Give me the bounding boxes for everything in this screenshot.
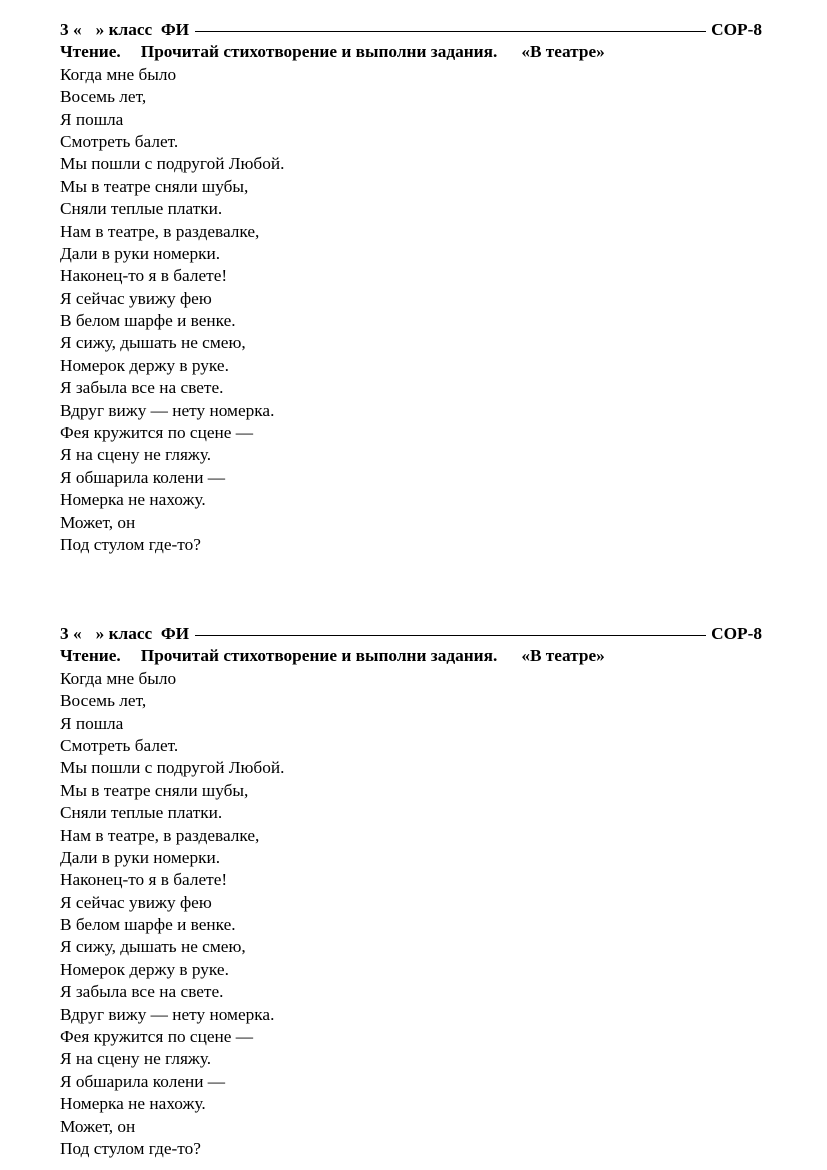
- poem-line: Мы в театре сняли шубы,: [60, 176, 249, 196]
- worksheet-2: [60, 623, 762, 1160]
- poem-line: Когда мне было: [60, 668, 177, 688]
- poem-line: В белом шарфе и венке.: [60, 915, 236, 935]
- poem-line: Номерок держу в руке.: [60, 959, 229, 979]
- poem-line: Когда мне было: [60, 64, 177, 84]
- worksheet-1: [60, 19, 762, 556]
- poem-line: Под стулом где-то?: [60, 534, 201, 554]
- poem-line: Я сейчас увижу фею: [60, 892, 212, 912]
- assessment-code: СОР-8: [711, 624, 762, 643]
- poem-line: Я на сцену не гляжу.: [60, 1049, 212, 1069]
- grade-label: 3 «: [60, 624, 82, 643]
- worksheet-header: [60, 19, 762, 41]
- poem-line: Я на сцену не гляжу.: [60, 445, 212, 465]
- poem-line: Наконец-то я в балете!: [60, 266, 228, 286]
- subject-label: Чтение.: [60, 646, 121, 666]
- poem-line: Восемь лет,: [60, 87, 147, 107]
- poem-text: [60, 668, 762, 1161]
- task-line: [60, 645, 762, 667]
- assessment-code: СОР-8: [711, 20, 762, 39]
- poem-line: Под стулом где-то?: [60, 1138, 201, 1158]
- task-line: [60, 41, 762, 63]
- name-blank-line[interactable]: [195, 635, 706, 636]
- poem-line: Фея кружится по сцене —: [60, 423, 254, 443]
- poem-line: Нам в театре, в раздевалке,: [60, 825, 260, 845]
- poem-line: Я забыла все на свете.: [60, 982, 224, 1002]
- poem-line: Смотреть балет.: [60, 131, 179, 151]
- poem-line: Мы в театре сняли шубы,: [60, 780, 249, 800]
- poem-line: Я сижу, дышать не смею,: [60, 333, 246, 353]
- poem-line: Номерок держу в руке.: [60, 355, 229, 375]
- poem-line: Я сижу, дышать не смею,: [60, 937, 246, 957]
- poem-line: Нам в театре, в раздевалке,: [60, 221, 260, 241]
- subject-label: Чтение.: [60, 42, 121, 62]
- poem-line: Может, он: [60, 1116, 136, 1136]
- poem-line: Может, он: [60, 512, 136, 532]
- poem-title: «В театре»: [521, 42, 605, 62]
- poem-line: Номерка не нахожу.: [60, 490, 206, 510]
- poem-line: В белом шарфе и венке.: [60, 311, 236, 331]
- poem-line: Фея кружится по сцене —: [60, 1027, 254, 1047]
- worksheet-header: [60, 623, 762, 645]
- poem-line: Вдруг вижу — нету номерка.: [60, 400, 275, 420]
- poem-text: [60, 64, 762, 557]
- poem-line: Сняли теплые платки.: [60, 199, 223, 219]
- poem-line: Сняли теплые платки.: [60, 803, 223, 823]
- class-name-label: » класс ФИ: [95, 624, 190, 643]
- poem-line: Я обшарила колени —: [60, 467, 226, 487]
- poem-line: Я пошла: [60, 109, 124, 129]
- task-instruction: Прочитай стихотворение и выполни задания.: [140, 646, 498, 666]
- grade-label: 3 «: [60, 20, 82, 39]
- task-instruction: Прочитай стихотворение и выполни задания.: [140, 42, 498, 62]
- poem-line: Мы пошли с подругой Любой.: [60, 154, 285, 174]
- poem-line: Я забыла все на свете.: [60, 378, 224, 398]
- poem-line: Наконец-то я в балете!: [60, 870, 228, 890]
- poem-line: Я сейчас увижу фею: [60, 288, 212, 308]
- poem-line: Я пошла: [60, 713, 124, 733]
- poem-line: Я обшарила колени —: [60, 1071, 226, 1091]
- class-name-label: » класс ФИ: [95, 20, 190, 39]
- poem-line: Вдруг вижу — нету номерка.: [60, 1004, 275, 1024]
- poem-line: Номерка не нахожу.: [60, 1094, 206, 1114]
- poem-title: «В театре»: [521, 646, 605, 666]
- poem-line: Мы пошли с подругой Любой.: [60, 758, 285, 778]
- poem-line: Смотреть балет.: [60, 735, 179, 755]
- poem-line: Дали в руки номерки.: [60, 847, 221, 867]
- poem-line: Дали в руки номерки.: [60, 243, 221, 263]
- poem-line: Восемь лет,: [60, 691, 147, 711]
- name-blank-line[interactable]: [195, 31, 706, 32]
